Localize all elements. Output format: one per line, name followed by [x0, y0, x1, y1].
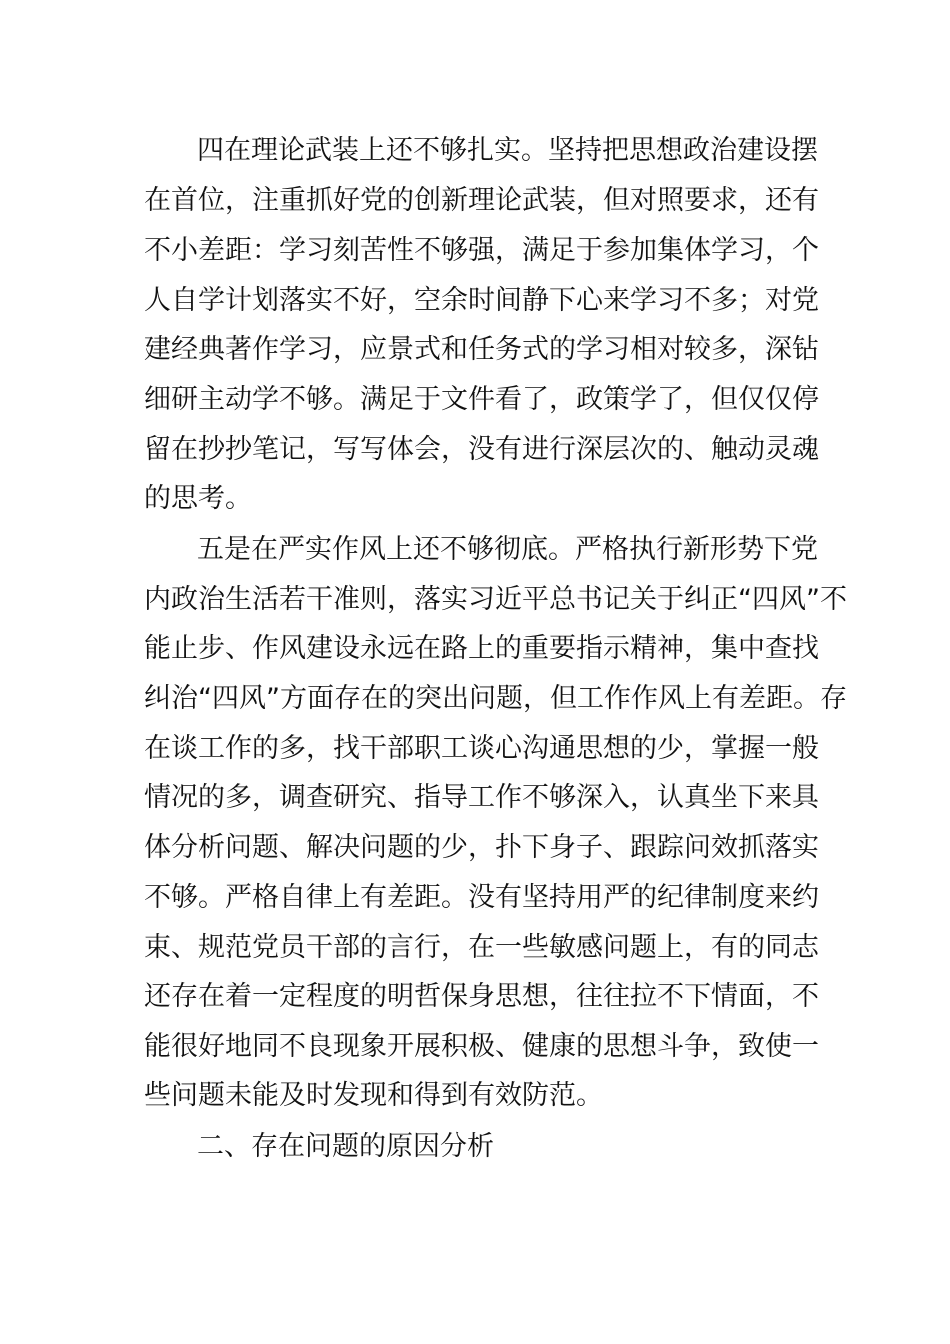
- paragraph-4-line-4: 人自学计划落实不好，空余时间静下心来学习不多；对党: [144, 285, 819, 316]
- paragraph-4-line-5: 建经典著作学习，应景式和任务式的学习相对较多，深钻: [144, 334, 819, 365]
- paragraph-5-line-7: 体分析问题、解决问题的少，扑下身子、跟踪问效抓落实: [144, 832, 819, 863]
- paragraph-5-line-6: 情况的多，调查研究、指导工作不够深入，认真坐下来具: [144, 782, 819, 813]
- paragraph-5-line-5: 在谈工作的多，找干部职工谈心沟通思想的少，掌握一般: [144, 733, 819, 764]
- paragraph-4-line-7: 留在抄抄笔记，写写体会，没有进行深层次的、触动灵魂: [144, 434, 819, 465]
- paragraph-5-line-1: 五是在严实作风上还不够彻底。严格执行新形势下党: [197, 534, 818, 565]
- paragraph-5-line-12: 些问题未能及时发现和得到有效防范。: [144, 1080, 603, 1111]
- paragraph-5-line-11: 能很好地同不良现象开展积极、健康的思想斗争，致使一: [144, 1031, 819, 1062]
- paragraph-4-line-3: 不小差距：学习刻苦性不够强，满足于参加集体学习，个: [144, 235, 819, 266]
- paragraph-5-line-10: 还存在着一定程度的明哲保身思想，往往拉不下情面，不: [144, 981, 819, 1012]
- paragraph-5-line-3: 能止步、作风建设永远在路上的重要指示精神，集中查找: [144, 633, 819, 664]
- section-heading: 二、存在问题的原因分析: [197, 1131, 494, 1162]
- paragraph-5-line-4: 纠治“四风”方面存在的突出问题，但工作作风上有差距。存: [144, 683, 847, 714]
- paragraph-5-line-2: 内政治生活若干准则，落实习近平总书记关于纠正“四风”不: [144, 584, 847, 615]
- paragraph-5-line-8: 不够。严格自律上有差距。没有坚持用严的纪律制度来约: [144, 882, 819, 913]
- paragraph-4-line-8: 的思考。: [144, 483, 252, 514]
- paragraph-5-line-9: 束、规范党员干部的言行，在一些敏感问题上，有的同志: [144, 932, 819, 963]
- paragraph-4-line-1: 四在理论武装上还不够扎实。坚持把思想政治建设摆: [197, 135, 818, 166]
- paragraph-4-line-2: 在首位，注重抓好党的创新理论武装，但对照要求，还有: [144, 185, 819, 216]
- paragraph-4-line-6: 细研主动学不够。满足于文件看了，政策学了，但仅仅停: [144, 384, 819, 415]
